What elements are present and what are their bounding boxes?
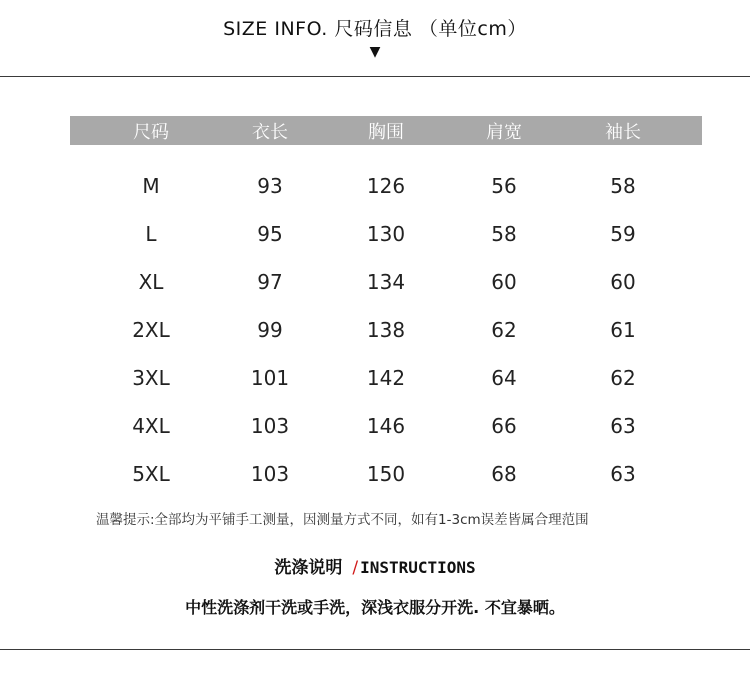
table-cell-shoulder: 58 bbox=[491, 222, 517, 246]
table-row bbox=[70, 450, 702, 498]
table-row bbox=[70, 402, 702, 450]
table-cell-size: M bbox=[142, 174, 160, 198]
bottom-divider bbox=[0, 649, 750, 650]
table-row bbox=[70, 258, 702, 306]
table-cell-shoulder: 60 bbox=[491, 270, 517, 294]
size-table bbox=[70, 116, 702, 486]
table-cell-length: 95 bbox=[257, 222, 283, 246]
table-header bbox=[70, 116, 702, 145]
size-info-title: SIZE INFO. 尺码信息 （单位cm） bbox=[223, 18, 527, 40]
table-cell-length: 101 bbox=[250, 366, 290, 390]
table-cell-size: 5XL bbox=[132, 462, 170, 486]
table-cell-size: L bbox=[145, 222, 157, 246]
table-cell-sleeve: 59 bbox=[610, 222, 636, 246]
table-cell-size: 4XL bbox=[132, 414, 170, 438]
table-cell-length: 99 bbox=[257, 318, 283, 342]
table-cell-shoulder: 62 bbox=[491, 318, 517, 342]
table-cell-sleeve: 63 bbox=[610, 462, 636, 486]
table-cell-size: 3XL bbox=[132, 366, 170, 390]
table-body bbox=[70, 162, 702, 498]
slash-separator: / bbox=[352, 558, 359, 578]
table-cell-sleeve: 61 bbox=[610, 318, 636, 342]
table-cell-chest: 142 bbox=[366, 366, 406, 390]
down-arrow-icon: ▼ bbox=[369, 44, 381, 60]
column-header-shoulder: 肩宽 bbox=[486, 121, 522, 143]
table-cell-size: 2XL bbox=[132, 318, 170, 342]
column-header-size: 尺码 bbox=[133, 121, 169, 143]
table-cell-sleeve: 58 bbox=[610, 174, 636, 198]
table-row bbox=[70, 306, 702, 354]
table-cell-shoulder: 68 bbox=[491, 462, 517, 486]
wash-instructions-title bbox=[0, 556, 750, 580]
table-cell-sleeve: 63 bbox=[610, 414, 636, 438]
measurement-note: 温馨提示:全部均为平铺手工测量，因测量方式不同，如有1-3cm误差皆属合理范围 bbox=[96, 512, 589, 528]
table-cell-chest: 130 bbox=[366, 222, 406, 246]
table-cell-chest: 150 bbox=[366, 462, 406, 486]
table-cell-chest: 138 bbox=[366, 318, 406, 342]
table-cell-size: XL bbox=[138, 270, 164, 294]
table-cell-chest: 146 bbox=[366, 414, 406, 438]
table-cell-shoulder: 56 bbox=[491, 174, 517, 198]
wash-title-en: INSTRUCTIONS bbox=[360, 558, 476, 577]
table-cell-length: 103 bbox=[250, 414, 290, 438]
table-cell-sleeve: 60 bbox=[610, 270, 636, 294]
table-cell-length: 93 bbox=[257, 174, 283, 198]
column-header-sleeve: 袖长 bbox=[605, 121, 641, 143]
table-cell-sleeve: 62 bbox=[610, 366, 636, 390]
table-row bbox=[70, 354, 702, 402]
wash-instructions-text: 中性洗涤剂干洗或手洗，深浅衣服分开洗. 不宜暴晒。 bbox=[185, 598, 565, 617]
table-row bbox=[70, 210, 702, 258]
table-cell-chest: 134 bbox=[366, 270, 406, 294]
table-cell-length: 103 bbox=[250, 462, 290, 486]
column-header-chest: 胸围 bbox=[368, 121, 404, 143]
column-header-length: 衣长 bbox=[252, 121, 288, 143]
table-cell-chest: 126 bbox=[366, 174, 406, 198]
wash-title-cn: 洗涤说明 bbox=[274, 558, 343, 578]
table-cell-length: 97 bbox=[257, 270, 283, 294]
table-row bbox=[70, 162, 702, 210]
table-cell-shoulder: 66 bbox=[491, 414, 517, 438]
top-divider bbox=[0, 76, 750, 77]
table-cell-shoulder: 64 bbox=[491, 366, 517, 390]
